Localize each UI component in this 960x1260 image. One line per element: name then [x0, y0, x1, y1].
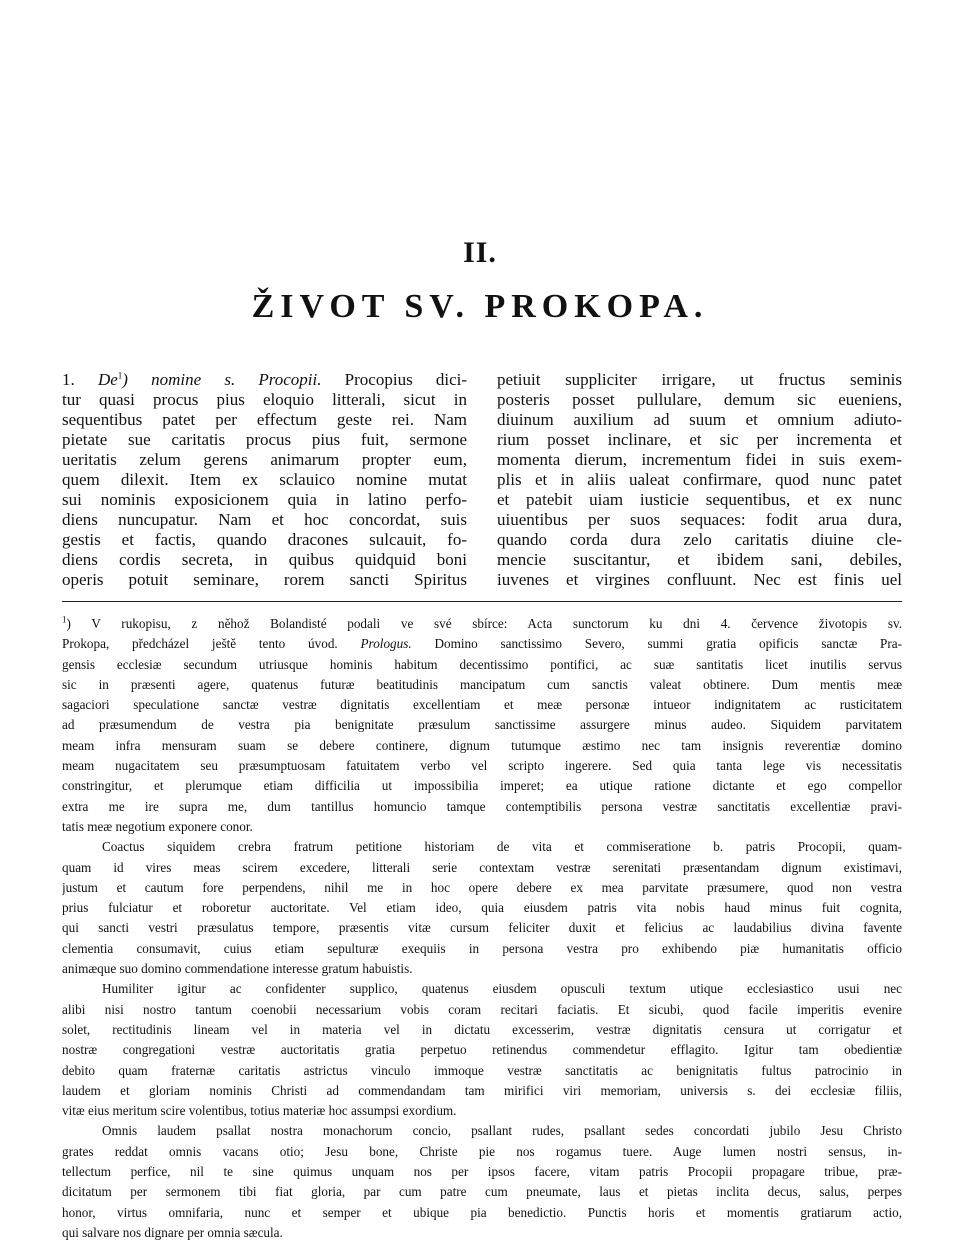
footnote-line: quam id vires meas scirem excedere, litterali serie contextam vestræ serenitati præsentandam dignum existimavi,	[62, 859, 902, 875]
text-line: 1. De$^1$) nomine s. Procopii. Procopius dici-	[62, 370, 468, 389]
footnote-line: gensis ecclesiæ secundum utriusque hominis habitum decentissimo pontifici, ac suæ santitatis licet inutilis servus	[62, 656, 902, 672]
text-line: quando corda dura zelo caritatis diuine cle-	[497, 530, 902, 549]
body-columns	[62, 370, 902, 590]
left-column	[62, 370, 467, 590]
footnote-marker: 1	[62, 614, 67, 625]
footnote-line: animæque suo domino commendatione interesse gratum habuistis.	[62, 961, 413, 977]
footnote-line: vitæ eius meritum scire volentibus, totius materiæ hoc assumpsi exordium.	[62, 1103, 457, 1119]
chapter-number: II.	[463, 236, 497, 269]
footnote-line: laudem et gloriam nominis Christi ad commendandam tam mirifici viri memoriam, universis s. dei ecclesiæ filiis,	[62, 1082, 902, 1098]
footnote-line: prius fulciatur et roboretur auctoritate. Vel etiam ideo, quia eiusdem patris vita nobis haud minus fuit cognita,	[62, 900, 902, 916]
footnote-line: alibi nisi nostro tantum coenobii necessarium vobis coram recitari faciatis. Et sicubi, quod facile imperitis evenire	[62, 1001, 902, 1017]
footnote-line: meam nugacitatem seu præsumptuosam fatuitatem verbo vel scripto ingerere. Sed quia tanta lege vis necessitatis	[62, 758, 902, 774]
footnote-line: sagaciori speculatione sanctæ vestræ dignitatis excellentiam et meæ personæ intueor indignitatem ac rusticitatem	[62, 697, 902, 713]
text-line: diens nuncupatur. Nam et hoc concordat, suis	[62, 510, 467, 529]
paragraph-number: 1.	[62, 370, 98, 389]
footnote-line: debito quam fraternæ caritatis astrictus vinculo immoque vestræ sanctitatis ac benignitatis fultus patrocinio in	[62, 1062, 902, 1078]
section-heading: De	[97, 370, 118, 389]
text-line: quem dilexit. Item ex sclauico nomine mutat	[62, 470, 467, 489]
footnote-marker: 1	[117, 370, 123, 381]
text-line: posteris posset pullulare, demum sic eueniens,	[497, 390, 902, 409]
text-line: diens cordis secreta, in quibus quidquid boni	[62, 550, 467, 569]
chapter-title: ŽIVOT SV. PROKOPA.	[251, 288, 709, 325]
footnote-line: meam infra mensuram suam se debere continere, dignum tutumque æstimo nec tam insignis reverentiæ domino	[62, 737, 902, 753]
footnote-line: qui sancti vestri præsulatus tempore, præsentis vitæ cursum feliciter duxit et felicius ac laudabilius divina favente	[62, 920, 902, 936]
footnote-line: honor, virtus omnifaria, nunc et semper et ubique pia benedictio. Punctis horis et momentis gratiarum actio,	[62, 1204, 902, 1220]
text-line: momenta dierum, incrementum fidei in suis exem-	[497, 450, 902, 469]
footnote-line: grates reddat omnis vacans otio; Jesu bone, Christe pie nos rogamus tuere. Auge lumen nostri sensus, in-	[62, 1143, 902, 1159]
footnote-line: extra me ire supra me, dum tantillus homuncio tamque contemptibilis persona vestræ sanctitatis excellentiæ pravi-	[62, 798, 902, 814]
text-line: sui nominis exposicionem quia in latino perfo-	[62, 490, 467, 509]
text-line: uiuentibus per suos sequaces: fodit arua dura,	[497, 510, 902, 529]
footnote-divider	[62, 601, 902, 602]
footnote-line: dicitatum per sermonem tibi fiat gloria, par cum patre cum pneumate, laus et pietas inclita decus, salus, perpes	[62, 1184, 902, 1200]
footnote-line: justum et cautum fore perpendens, nihil me in hoc opere debere ex mea parvitate præsumere, quod non vestra	[62, 879, 902, 895]
footnote-line: Omnis laudem psallat nostra monachorum concio, psallant rudes, psallant sedes concordati jubilo Jesu Christo	[102, 1123, 902, 1139]
text-line: pietate sue caritatis procus pius fuit, sermone	[62, 430, 467, 449]
footnote-line: qui salvare nos dignare per omnia sæcula.	[62, 1224, 283, 1240]
text-line: operis potuit seminare, rorem sancti Spiritus	[62, 570, 467, 589]
footnote-line: Coactus siquidem crebra fratrum petitione historiam de vita et commiseratione b. patris Procopii, quam-	[102, 839, 902, 855]
footnote-line: solet, rectitudinis lineam vel in materia vel in dictatu excesserim, vestræ dignitatis censura ut corrigatur et	[62, 1021, 902, 1037]
text-line: petiuit suppliciter irrigare, ut fructus seminis	[497, 370, 902, 389]
footnote-line: tellectum perfice, nil te sine quimus unquam nos per ipsos facere, vitam patris Procopii propagare tribue, præ-	[62, 1164, 902, 1180]
text-line: iuvenes et virgines confluunt. Nec est finis uel	[497, 570, 902, 589]
footnote-line: $^1$) V rukopisu, z něhož Bolandisté podali ve své sbírce: Acta sunctorum ku dni 4. července životopis sv.	[62, 614, 902, 631]
text-line: diuinum auxilium ad suum et omnium adiuto-	[497, 410, 902, 429]
text-line: gestis et factis, quando dracones sulcauit, fo-	[62, 530, 467, 549]
prologue-heading: Prologus.	[360, 636, 412, 652]
text-line: tur quasi procus pius eloquio litterali, sicut in	[62, 390, 467, 409]
footnote-line: clementia consumavit, cuius etiam sepulturæ exequiis in persona vestra pro exhibendo piæ humanitatis officio	[62, 940, 902, 956]
section-heading: ) nomine s. Procopii.	[122, 370, 322, 389]
footnote-block	[62, 614, 902, 1243]
footnote-line: sic in præsenti agere, quatenus futuræ beatitudinis mancipatum cum sanctis valeat obtinere. Dum mentis meæ	[62, 676, 902, 692]
footnote-line: constringitur, et plerumque etiam difficilia ut impossibilia imperet; ea utique ratione dictante et ego compellor	[62, 778, 902, 794]
right-column	[497, 370, 902, 590]
footnote-line: ad præsumendum de vestra pia benignitate præsulum sanctissime assurgere minus audeo. Siquidem parvitatem	[62, 717, 902, 733]
text-line: rium posset inclinare, et sic per incrementa et	[497, 430, 902, 449]
footnote-line: Humiliter igitur ac confidenter supplico, quatenus eiusdem opusculi textum utique ecclesiastico usui nec	[102, 981, 902, 997]
text-line: et patebit uiam iusticie sequentibus, et ex nunc	[497, 490, 902, 509]
footnote-line: Prokopa, předcházel ještě tento úvod. Prologus. Domino sanctissimo Severo, summi gratia opificis sanctæ Pra-	[62, 636, 902, 652]
footnote-line: nostræ congregationi vestræ auctoritatis gratia perpetuo retinendus commendetur efflagito. Igitur tam obedientiæ	[62, 1042, 902, 1058]
text-line: ueritatis zelum gerens animarum propter eum,	[62, 450, 467, 469]
footnote-line: tatis meæ negotium exponere conor.	[62, 818, 253, 834]
text-line: plis et in aliis ualeat confirmare, quod nunc patet	[497, 470, 902, 489]
text-line: sequentibus patet per effectum geste rei. Nam	[62, 410, 467, 429]
text-line: mencie suscitantur, et ibidem sani, debiles,	[497, 550, 902, 569]
